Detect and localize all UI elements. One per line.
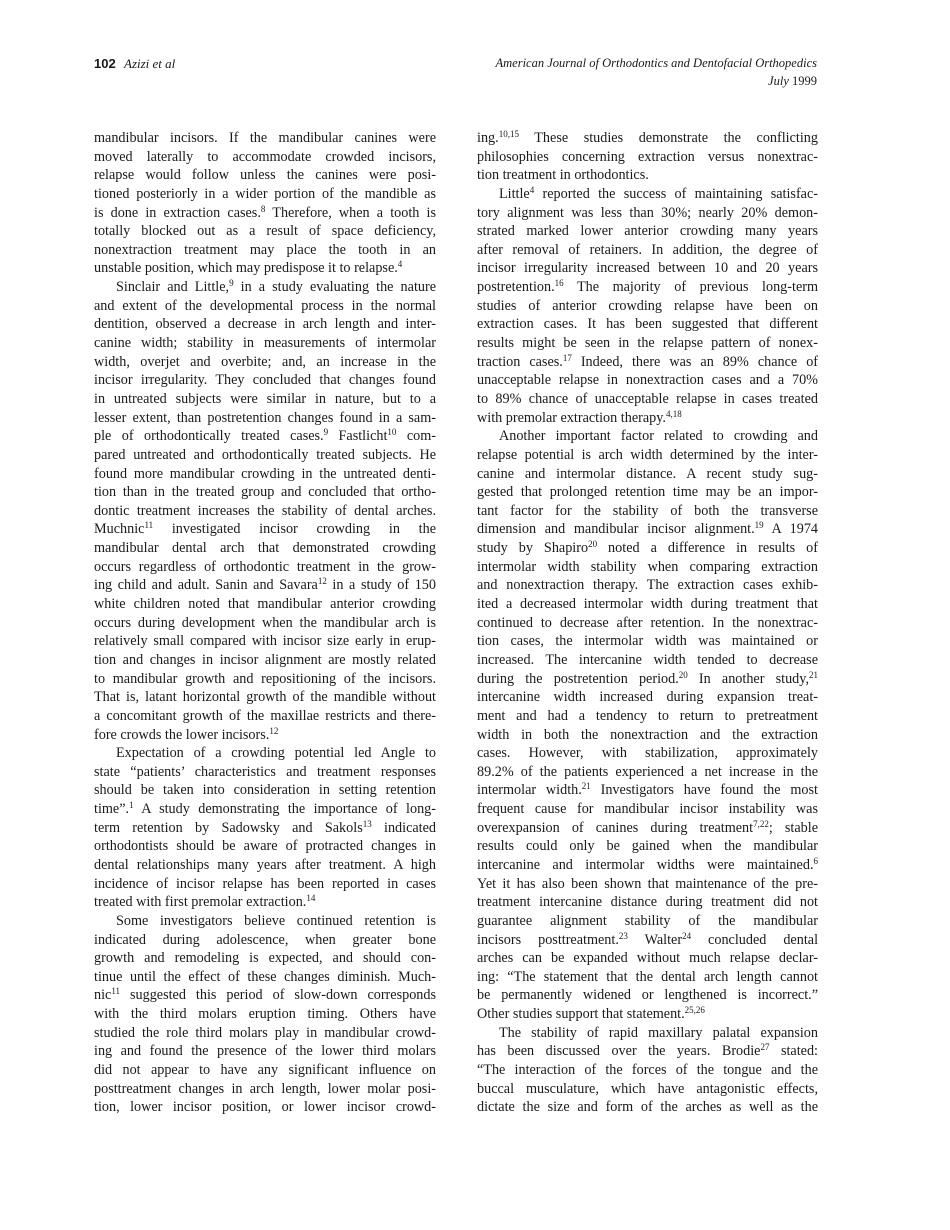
text-line: studies of anterior crowding relapse have been on xyxy=(477,297,818,314)
text-line: incisor irregularity. They concluded that changes found xyxy=(94,372,436,389)
text-line: should be taken into consideration in setting retention xyxy=(94,782,436,799)
text-line: to 89% chance of unacceptable relapse in cases treated xyxy=(477,390,818,407)
text-line: tion treatment in orthodontics. xyxy=(477,167,649,184)
text-line: traction cases.$^{17}$ Indeed, there was an 89% chance of xyxy=(477,352,819,370)
text-line: treatment intercanine distance during treatment did not xyxy=(477,894,818,911)
text-line: Other studies support that statement.$^{25,26}$ xyxy=(477,1005,705,1023)
text-line: a concomitant growth of the maxillae restricts and there- xyxy=(94,707,436,724)
text-line: after removal of retainers. In addition, the degree of xyxy=(477,241,818,258)
text-line: relapse would follow unless the canines were posi- xyxy=(94,167,436,184)
citation-superscript: 8 xyxy=(260,203,266,214)
text-line: incisor irregularity increased between 10 and 20 years xyxy=(477,260,818,277)
text-line: unstable position, which may predispose it to relapse.$^4$ xyxy=(94,259,403,277)
text-line: white children noted that mandibular anterior crowding xyxy=(94,596,436,613)
text-line: philosophies concerning extraction versus nonextrac- xyxy=(477,148,818,165)
text-line: ing child and adult. Sanin and Savara$^{12}$ in a study of 150 xyxy=(94,576,436,594)
text-line: frequent cause for mandibular incisor instability was xyxy=(477,801,818,818)
text-line: growth and remodeling is expected, and should con- xyxy=(94,950,436,967)
text-line: in untreated subjects were similar in nature, but to a xyxy=(94,390,436,407)
text-line: ing.$^{10,15}$ These studies demonstrate the conflicting xyxy=(477,129,818,146)
text-line: studied the role third molars play in mandibular crowd- xyxy=(94,1024,436,1041)
citation-superscript: 12 xyxy=(317,576,327,587)
citation-superscript: 4 xyxy=(397,259,403,270)
text-line: extraction cases. It has been suggested that different xyxy=(477,316,818,333)
text-line: lesser extent, than postretention changes found in a sam- xyxy=(94,409,436,426)
text-line: mandibular incisors. If the mandibular canines were xyxy=(94,130,436,146)
citation-superscript: 16 xyxy=(554,278,564,289)
issue-year: 1999 xyxy=(792,74,817,88)
text-line: incisors posttreatment.$^{23}$ Walter$^{24}$ concluded dental xyxy=(477,930,819,948)
text-line: nonextraction treatment may place the tooth in an xyxy=(94,241,436,258)
text-line: unacceptable relapse in nonextraction cases and a 70% xyxy=(477,372,818,389)
text-line: ing: “The statement that the dental arch length cannot xyxy=(477,968,818,985)
text-line: intermolar width stability when comparing extraction xyxy=(477,558,818,575)
text-line: results could only be gained when the mandibular xyxy=(477,838,818,855)
text-line: with the third molars eruption timing. Others have xyxy=(94,1006,436,1023)
paragraph-start-line: Some investigators believe continued retention is xyxy=(116,912,436,929)
citation-superscript: 13 xyxy=(362,818,372,829)
text-line: has been discussed over the years. Brodie$^{27}$ stated: xyxy=(477,1042,818,1060)
text-line: buccal musculature, which have antagonistic effects, xyxy=(477,1080,818,1097)
text-column-right xyxy=(477,129,818,1117)
text-line: ment and had a tendency to return to pretreatment xyxy=(477,707,818,724)
text-line: results might be seen in the relapse pattern of nonex- xyxy=(477,335,818,352)
text-line: dictate the size and form of the arches as well as the xyxy=(477,1099,818,1116)
text-line: incidence of incisor relapse has been reported in cases xyxy=(94,875,436,892)
text-line: state “patients’ characteristics and treatment responses xyxy=(94,763,436,780)
running-authors: Azizi et al xyxy=(124,56,176,71)
text-line: ing and found the presence of the lower third molars xyxy=(94,1043,436,1060)
text-line: gested that prolonged retention time may be an impor- xyxy=(477,484,818,501)
page-number: 102 xyxy=(94,56,116,71)
issue-month: July xyxy=(768,74,789,88)
text-line: intercanine width increased during expansion treat- xyxy=(477,689,818,706)
text-line: overexpansion of canines during treatment$^{7,22}$; stable xyxy=(477,818,818,836)
text-line: found more mandibular crowding in the untreated denti- xyxy=(94,465,436,482)
citation-superscript: 27 xyxy=(760,1042,770,1053)
citation-superscript: 14 xyxy=(306,893,316,904)
text-line: tioned posteriorly in a wider portion of the mandible as xyxy=(94,185,436,202)
text-line: guarantee alignment stability of the mandibular xyxy=(477,912,818,929)
issue-date xyxy=(768,74,817,89)
citation-superscript: 20 xyxy=(678,669,688,680)
text-line: term retention by Sadowsky and Sakols$^{13}$ indicated xyxy=(94,818,437,836)
citation-superscript: 20 xyxy=(588,539,598,550)
citation-superscript: 21 xyxy=(809,669,818,680)
journal-title: American Journal of Orthodontics and Dentofacial Orthopedics xyxy=(495,56,817,70)
citation-superscript: 23 xyxy=(618,930,628,941)
text-line: moved laterally to accommodate crowded incisors, xyxy=(94,148,436,165)
text-line: nic$^{11}$ suggested this period of slow-down corresponds xyxy=(94,986,436,1004)
text-line: canine and intermolar distance. A recent study sug- xyxy=(477,465,818,482)
text-line: ited a decreased intermolar width during treatment that xyxy=(477,596,818,613)
text-line: with premolar extraction therapy.$^{4,18}$ xyxy=(477,408,682,426)
text-line: ple of orthodontically treated cases.$^9$ Fastlicht$^{10}$ com- xyxy=(94,427,436,445)
text-line: study by Shapiro$^{20}$ noted a difference in results of xyxy=(477,539,818,557)
text-line: did not appear to have any significant influence on xyxy=(94,1062,436,1079)
text-line: width in both the nonextraction and the extraction xyxy=(477,726,818,743)
text-line: Muchnic$^{11}$ investigated incisor crowding in the xyxy=(94,520,436,538)
text-line: and extent of the developmental process in the normal xyxy=(94,297,436,314)
citation-superscript: 1 xyxy=(129,800,134,811)
text-line: canine width; stability in measurements of intermolar xyxy=(94,335,436,352)
text-line: and nonextraction therapy. The extraction cases exhib- xyxy=(477,577,818,594)
text-line: tory alignment was less than 30%; nearly 20% demon- xyxy=(477,204,818,221)
text-line: time”.$^1$ A study demonstrating the importance of long- xyxy=(94,800,436,818)
paragraph-start-line: Sinclair and Little,$^9$ in a study evaluating the nature xyxy=(116,278,437,296)
citation-superscript: 12 xyxy=(269,725,279,736)
citation-superscript: 10 xyxy=(387,427,397,438)
text-line: increased. The intercanine width tended to decrease xyxy=(477,651,818,668)
citation-superscript: 21 xyxy=(581,781,591,792)
text-line: width, overjet and overbite; and, an increase in the xyxy=(94,353,436,370)
text-line: fore crowds the lower incisors.$^{12}$ xyxy=(94,725,279,743)
text-line: indicated during adolescence, when greater bone xyxy=(94,931,436,948)
citation-superscript: 25,26 xyxy=(684,1005,705,1016)
citation-superscript: 19 xyxy=(754,520,764,531)
text-line: tinue until the effect of these changes diminish. Much- xyxy=(94,968,436,985)
text-column-left xyxy=(94,129,436,1117)
citation-superscript: 6 xyxy=(813,855,818,866)
citation-superscript: 9 xyxy=(323,427,329,438)
text-line: “The interaction of the forces of the tongue and the xyxy=(477,1062,818,1079)
text-line: be permanently widened or lengthened is incorrect.” xyxy=(477,987,818,1004)
text-line: orthodontists should be aware of protracted changes in xyxy=(94,838,436,855)
text-line: tion than in the treated group and concluded that ortho- xyxy=(94,484,436,501)
text-line: dental relationships many years after treatment. A high xyxy=(94,856,436,873)
text-line: to mandibular growth and repositioning of the incisors. xyxy=(94,670,436,687)
text-line: relapse potential is arch width determined by the inter- xyxy=(477,446,818,463)
text-line: dentition, observed a decrease in arch length and inter- xyxy=(94,316,436,333)
paragraph-start-line: The stability of rapid maxillary palatal expansion xyxy=(499,1024,818,1041)
text-line: mandibular dental arch that demonstrated crowding xyxy=(94,540,436,557)
text-line: tion cases, the intermolar width was maintained or xyxy=(477,633,818,650)
citation-superscript: 10,15 xyxy=(498,129,519,139)
text-line: tant factor for the stability of both the transverse xyxy=(477,502,818,519)
text-line: occurs during development when the mandibular arch is xyxy=(94,614,436,631)
text-line: occurs regardless of orthodontic treatment in the grow- xyxy=(94,558,436,575)
text-line: relatively small compared with incisor size early in erup- xyxy=(94,633,436,650)
citation-superscript: 9 xyxy=(229,278,234,289)
citation-superscript: 7,22 xyxy=(753,818,769,829)
text-line: 89.2% of the patients experienced a net increase in the xyxy=(477,763,818,780)
text-line: tion and changes in incisor alignment are mostly related xyxy=(94,651,436,668)
text-line: intermolar width.$^{21}$ Investigators have found the most xyxy=(477,781,818,799)
text-line: totally blocked out as a result of space deficiency, xyxy=(94,223,436,240)
text-line: treated with first premolar extraction.$^{14}$ xyxy=(94,893,316,911)
text-line: cases. However, with stabilization, approximately xyxy=(477,745,818,762)
text-line: Yet it has also been shown that maintenance of the pre- xyxy=(477,875,818,892)
citation-superscript: 17 xyxy=(562,352,572,363)
text-line: pared untreated and orthodontically treated subjects. He xyxy=(94,446,436,463)
text-line: during the postretention period.$^{20}$ In another study,$^{21}$ xyxy=(477,669,818,687)
citation-superscript: 11 xyxy=(144,520,154,531)
text-line: dontic treatment increases the stability of dental arches. xyxy=(94,502,436,519)
text-line: strated marked lower anterior crowding many years xyxy=(477,223,818,240)
citation-superscript: 24 xyxy=(682,930,692,941)
text-line: continued to decrease after retention. In the nonextrac- xyxy=(477,614,818,631)
citation-superscript: 4,18 xyxy=(665,408,682,419)
paragraph-start-line: Little$^4$ reported the success of maintaining satisfac- xyxy=(499,184,818,202)
citation-superscript: 11 xyxy=(111,986,121,997)
running-header xyxy=(94,56,817,96)
text-line: tion, lower incisor position, or lower incisor crowd- xyxy=(94,1099,436,1116)
text-line: dimension and mandibular incisor alignment.$^{19}$ A 1974 xyxy=(477,520,819,538)
text-line: That is, latant horizontal growth of the mandible without xyxy=(94,689,436,706)
text-line: postretention.$^{16}$ The majority of previous long-term xyxy=(477,278,818,296)
text-line: is done in extraction cases.$^8$ Therefore, when a tooth is xyxy=(94,203,437,221)
paragraph-start-line: Expectation of a crowding potential led Angle to xyxy=(116,745,436,762)
text-line: intercanine and intermolar widths were maintained.$^6$ xyxy=(477,855,818,873)
citation-superscript: 4 xyxy=(529,184,535,195)
text-line: posttreatment changes in arch length, lower molar posi- xyxy=(94,1080,436,1097)
paragraph-start-line: Another important factor related to crowding and xyxy=(499,428,818,445)
text-line: arches can be expanded without much relapse declar- xyxy=(477,950,818,967)
